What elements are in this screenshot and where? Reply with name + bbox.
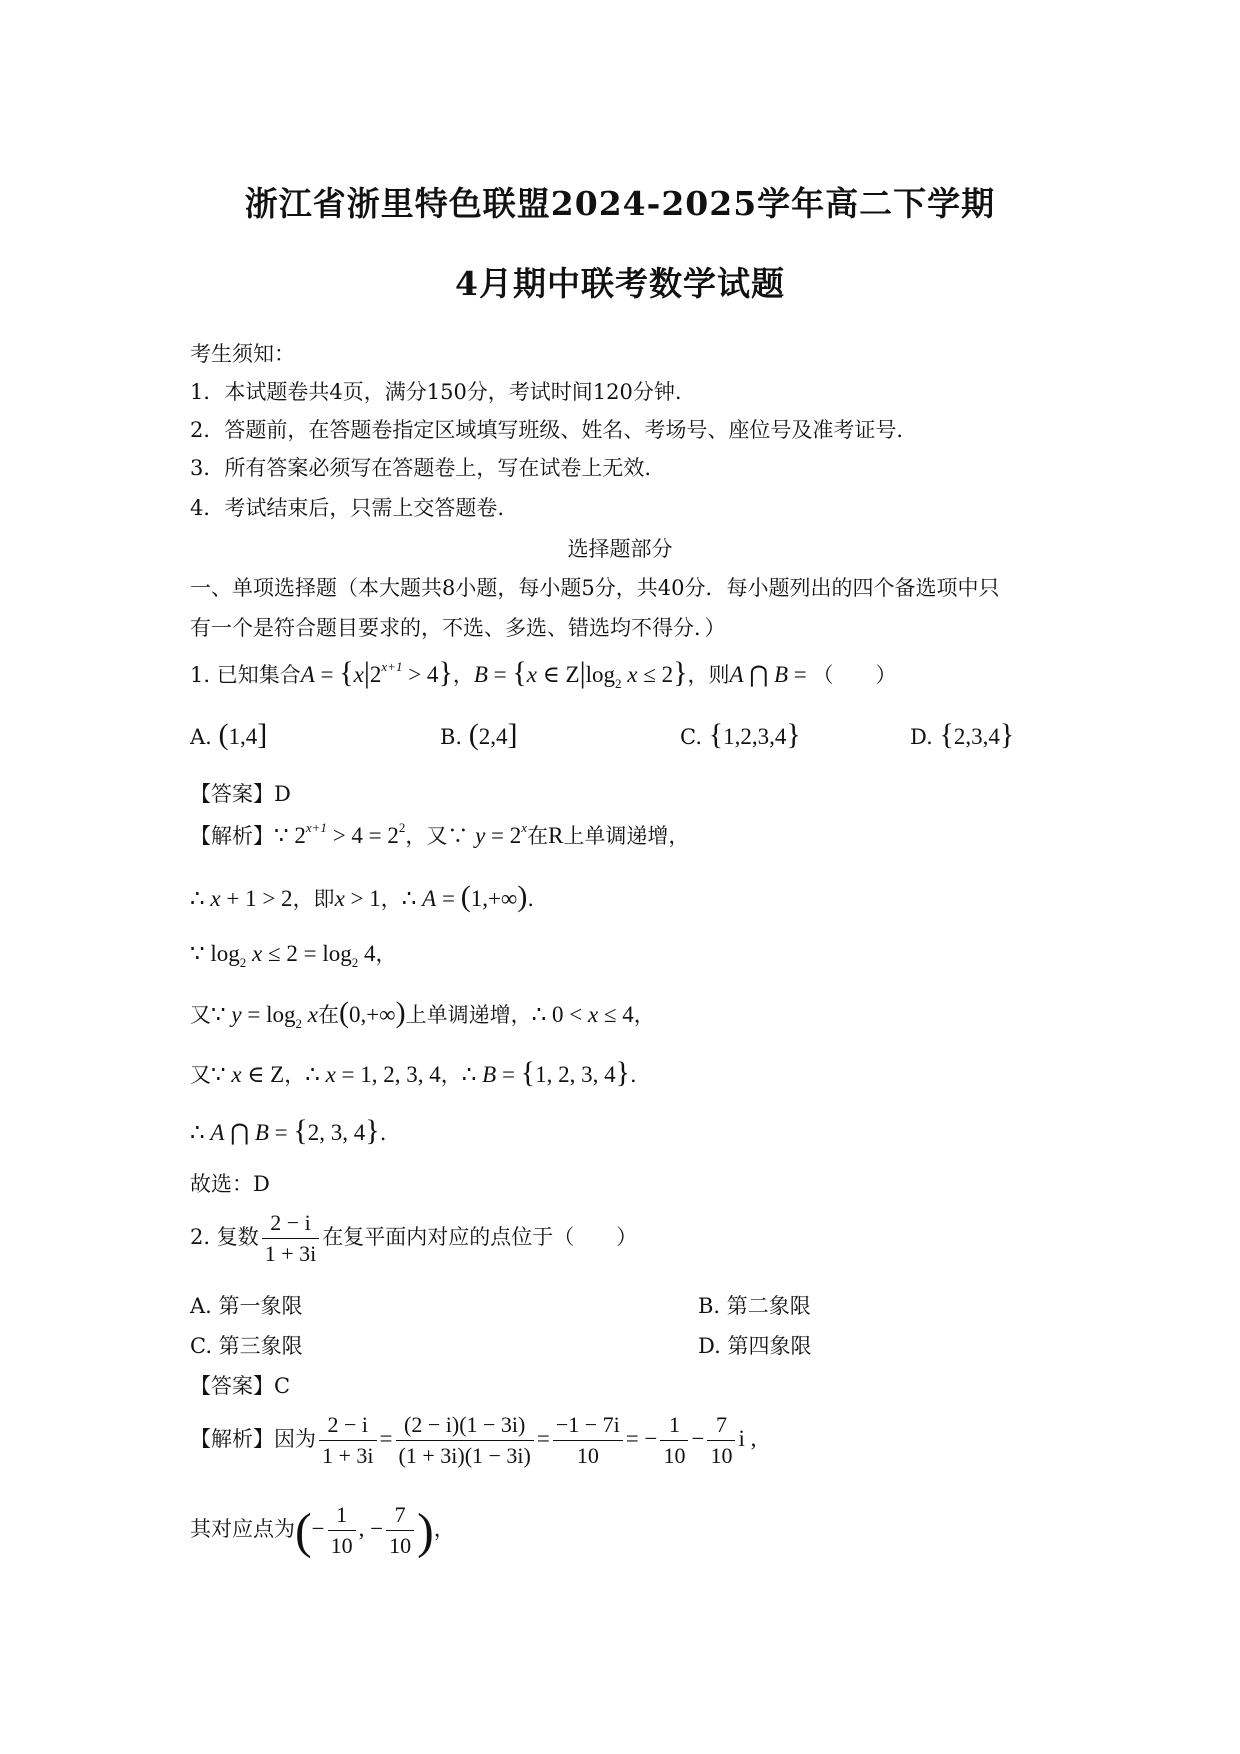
q1-blank: （ ） [812,663,897,687]
section-title: 选择题部分 [567,537,673,561]
notice-item-3: 3．所有答案必须写在答题卷上，写在试卷上无效. [190,456,652,480]
q1-option-c: C. {1,2,3,4} [680,718,801,751]
notice-item-4: 4．考试结束后，只需上交答题卷. [190,496,505,520]
q2-analysis-line1: 【解析】因为 $\frac{2 - i}{1 + 3i}$ = $\frac{(2 - i)(1 - 3i)}{(1 + 3i)(1 - 3i)}$ = $\frac{-1 - 7i}{10}$ = − $\frac{1}{10}$ − $\frac{7}{10}$ i , [190,1412,757,1468]
q2-option-a: A. 第一象限 [190,1294,303,1318]
q1-answer: 【答案】D [190,782,291,806]
q1-analysis-line3: ∵ $\log_2 x \le 2 = \log_2 4$， [190,941,397,970]
q2-option-d: D. 第四象限 [698,1334,812,1358]
q2-option-c: C. 第三象限 [190,1334,303,1358]
q1-option-b: B. (2,4] [440,718,518,751]
q1-stem: 1. 已知集合$A = \{x|2^{x+1} > 4\}$，B = {x ∈ $Z|\log_2$ x ≤ 2}，则A ⋂ B = （ ） [190,656,897,691]
notice-heading: 考生须知： [190,342,295,366]
exam-title-line2: 4月期中联考数学试题 [455,264,785,303]
q1-analysis-line4: 又∵ $y = \log_2 x$在(0,+∞)上单调递增，∴ 0 < x ≤ 4， [190,996,655,1031]
notice-item-2: 2．答题前，在答题卷指定区域填写班级、姓名、考场号、座位号及准考证号. [190,418,904,442]
q1-analysis-line5: 又∵ x ∈ Z，∴ x = 1, 2, 3, 4，∴ B = {1, 2, 3, 4}. [190,1056,637,1089]
exam-title-line1: 浙江省浙里特色联盟2024-2025学年高二下学期 [244,184,996,223]
q1-analysis-line2: ∴ x + 1 > 2，即x > 1，∴ A = (1,+∞). [190,880,535,913]
q1-set-b: B [473,662,488,687]
q1-option-a: A. (1,4] [190,718,268,751]
q2-stem: 2. 复数 $\frac{2 - i}{1 + 3i}$ 在复平面内对应的点位于（ ） [190,1210,638,1266]
part1-intro-line2: 有一个是符合题目要求的，不选、多选、错选均不得分．） [190,616,726,640]
q2-option-b: B. 第二象限 [698,1294,811,1318]
notice-item-1: 1．本试题卷共4页，满分150分，考试时间120分钟. [190,380,682,404]
q1-final: 故选：D [190,1172,270,1196]
q1-set-a: A [300,662,315,687]
q2-answer: 【答案】C [190,1374,291,1398]
q1-option-d: D. {2,3,4} [910,718,1015,751]
q1-analysis-line6: ∴ A ⋂ B = {2, 3, 4}. [190,1114,387,1147]
q1-analysis-line1: 【解析】∵ $2^{x+1} > 4 = 2^2$，又∵ $y = 2^x$在R上单调递增， [190,820,690,848]
part1-intro-line1: 一、单项选择题（本大题共8小题，每小题5分，共40分．每小题列出的四个备选项中只 [190,576,1000,600]
q1-prefix: 1. 已知集合 [190,663,301,687]
q2-analysis-line2: 其对应点为(− $\frac{1}{10}$ , − $\frac{7}{10}$ )， [190,1502,455,1559]
